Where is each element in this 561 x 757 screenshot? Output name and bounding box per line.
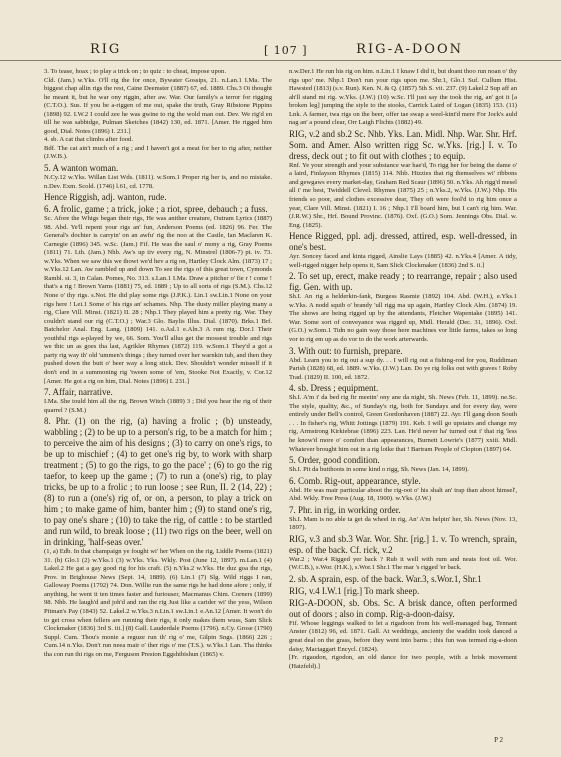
entry-heading: 3. With out: to furnish, prepare. — [289, 345, 403, 356]
entry-heading: 6. Comb. Rig-out, appearance, style. — [289, 475, 421, 486]
entry-heading: 2. To set up, erect, make ready ; to rearrange, repair ; also used fig. Gen. with up. — [289, 271, 517, 293]
citation-text: War.2 ; War.4 Rigged yer back ? Rub it well with rum and neats foot oil. Wor. (W.C.B.), s.Wor. (H.K.), s.Wor.1 Shr.1 The mar 's rigged 'er back. — [289, 555, 517, 572]
entry-heading: Hence Riggish, adj. wanton, rude. — [44, 192, 167, 203]
header-right-word: RIG-A-DOON — [356, 42, 463, 57]
entry-heading: 8. Phr. (1) on the rig, (a) having a frolic ; (b) unsteady, wabbling ; (2) to be up to a person's rig, to be a match for him ; to perceive the aim of his designs ; (3) to carry on one's rigs, to be up to mischief ; (4) to get one's rig by, to work with sharp treatment ; (5) to go the rigs, to go the pace' ; (6) to go the rig taefor, to keep up the game ; (7) to run a (one's) rig, to play tricks, be up to a frolic ; to run loose ; see Run, II. 2 (14, 22) ; (8) to run a (one's) rig of, or on, a person, to play a trick on him ; to make game of him, banter him ; (9) to stand one's rig, to pay one's share ; (10) to take the rig, of cattle : to be startled and run wild, to break loose ; (11) two rigs on the beer, well on in drinking, 'half-seas over.' — [44, 416, 272, 548]
citation-text: N.Cy.12 w.Yks. Willan List Wds. (1811). w.Som.1 Proper rig her is, and no mistake. n.Dev. Exm. Scold. (1746) l.61, cd. 1778. — [44, 174, 272, 190]
entry-heading: RIG-A-DOON, sb. Obs. Sc. A brisk dance, often performed out of doors ; also in comp. Rig-a-doon-daisy. — [289, 597, 517, 619]
entry-heading: 4. sb. Dress ; equipment. — [289, 383, 379, 394]
citation-text: 4. sb. A cat that climbs after food. — [44, 136, 133, 144]
citation-text: Sh.I. An rig a helderkin-fank, Burgess Rasmie (1892) 104. Abd. (W.H.), e.Yks.1 w.Yks. A nodd squib o' brandy 'ull rigg ma up again, Hartley Clock Alm. (1874) 19. The shows are being rigged up by the attendants, Fletcher Wapentake (1895) 141. War. Some sort of conveyance was rigged up, Midl. Herald (Dec. 31, 1896). Oxf. (G.O.) w.Som.1 Tidn no gain way those here machines vor little farms, takes so long vor to rig em up as do vor to do the work arterwards. — [289, 293, 517, 344]
citation-text: Cld. (Jam.) w.Yks. O'll rig the for once, Bywater Gossips, 21. n.Lan.1 I.Ma. The biggest chap allin rigs the rest, Caine Deemster (1887) 67, ed. 1889. Chs.3 Oi thought he meant it, but he war ony riggin, after aw. War. Our family's a terror for rigging (C.T.O.). Sus. If you be a-riggen of me out, spake the truth, Gray Ribstone Pippins (1898) 92. I.W.2 I could zee he was gwine to rig the wold man out. Dev. We rig'd en till he was sabbidge, Pulman Sketches (1842) 130, ed. 1871. [Amer. He rigged him good, Dial. Notes (1896) I. 231.] — [44, 76, 272, 135]
signature-mark: P 2 — [494, 736, 503, 744]
citation-text: (1, a) Edb. In that champaign ye fought wi' her When on the rig, Liddle Poems (1821) 31. (b) Glo.1 (2) w.Yks.1 (3) w.Yks. Yks. Wkly. Post (June 12, 1897). m.Lan.1 (4) Lakel.2 He gat a gay good rig for his craft. (5) n.Yks.2 w.Yks. He duz goa the rigs, Prov. in Brighouse News (Sept. 14, 1889). (6) Lin.1 (7) Slg. Wild riggs I ran, Galloway Poems (1792) 74. Don. Willie run the same rigs he had done afore ; only, if anything, he went it ten times faster and furiouser, Macmanus Chim. Corners (1899) 98. Nhb. He laugh'd and joh'd and ran the rig Just like a carider wi' the yess, Wilson Pitman's Pay (1843) 52. Lakel.2 w.Yks.3 n.Lin.1 sw.Lin.1 e.An.12 [Amer. It won't do to get cross when fellers are running their rigs, it only makes them wuss, Sam Slick Clockmaker (1836) 3rd S. iii.] (8) Gall. Lauderdale Poems (1796). n.Cy. Grose (1790) Suppl. Cum. Thou's monie a reguze run th' rig o' me, Gilpin Sngs. (1866) 226 ; Cum.14 n.Yks. Don't run neea mair o' ther rigs o' me (T.S.). w.Yks.1 Lan. Tha thinks tha con run thi rigs on me, Ferguson Preston Eggshibishun (1865) v. — [44, 548, 272, 658]
page-number: [ 107 ] — [264, 44, 308, 57]
entry-heading: Hence Rigged, ppl. adj. dressed, attired, esp. well-dressed, in one's best. — [289, 231, 517, 253]
entry-heading: RIG, v.3 and sb.3 War. Wor. Shr. [rig.] 1. v. To wrench, sprain, esp. of the back. Cf. rick, v.2 — [289, 533, 517, 555]
citation-text: Abd. He was mair particular aboot the rig-oot o' his shalt an' trap than aboot himsel', Abd. Wkly. Free Press (Aug. 18, 1900). w.Yks. (J.W.) — [289, 486, 517, 503]
citation-text: n.w.Der.1 He run his rig on him. n.Lin.1 I knaw I did it, but doant thoo run noan o' thy rigs upo' me. Nhp.1 Don't run your rigs upon me. Shr.1, Glo.1 Suf. Cullum Hist. Hawsted (1813) (s.v. Run). Ken. N. & Q. (1857) 5th S. vii. 237. (9) Lakel.2 Sup aff an ah'll stand mi rig. w.Yks. (J.W.) (10) w.Sc. I'll just say the took the rig, an' got it [a broken leg] jumping the style to the stooks, Carrick Laird of Logan (1835) 153. (11) Lnk. A farmer, twa rigs on the beer, offer tae swap a weel-kint'd mere For Jock's auld nag an' a pound clear, Orr Laigh Flichts (1882) 49. — [289, 68, 517, 127]
citation-text: I.Ma. She tould him all the rig, Brown Witch (1889) 3 ; Did you hear the rig of their quarrel ? (S.M.) — [44, 398, 272, 414]
citation-text: Sh.I. A'm i' da bed rig fir meetin' ony ane da night, Sh. News (Feb. 11, 1899). ne.Sc. The style, quality, &c., of Sunday's rig, both for Sundays and for every day, were entirely under Bell's control, Green Gordonhaven (1887) 22. Ayr. I'll gang doon South . . . In fisher's rig, Whitt Jottings (1879) 191. Keb. I will go upstairs and change my rig, Armstrong Kirkiebrae (1896) 223. Lan. He'd never ha' turned out i' that rig 'less he know'd more o' comfort than appearances, Burnett Lowrie's (1877) xxiii. Midl. Whatever brought him out in a rig loike that ! Bartram People of Clopton (1897) 64. — [289, 394, 517, 453]
citation-text: Sh.I. Mam is no able ta get da wheel in rig, An' A'm helpin' her, Sh. News (Nov. 13, 1897). — [289, 515, 517, 532]
entry-heading: 5. A wanton woman. — [44, 163, 119, 174]
citation-text: Abd. Learn you to rig out a sup dy. . . I will rig out a fishing-rod for you, Ruddiman Parish (1828) 68, ed. 1889. w.Yks. (J.W.) Lan. Do ye rig folks out with graves ! Roby Trad. (1829) II. 100, ed. 1872. — [289, 356, 517, 381]
entry-heading: 7. Affair, narrative. — [44, 387, 113, 398]
citation-text: Sh.I. Pit da butthoots in some kind o rigg, Sh. News (Jan. 14, 1899). — [289, 466, 469, 474]
citation-text: Bdf. The cat ain't much of a rig ; and I haven't got a meat for her to rig after, neither (J.W.B.). — [44, 144, 272, 161]
citation-text: Fif. Whose leggings walked to let a rigadoon from his well-managed bag, Tennant Anster (1812) 96, ed. 1871. Gall. At weddings, ancienty the waddin took danced a great deal on the grass, before they went into barns ; this fun was termed rig-a-doon daisy, Mactaggart Encycl. (1824). — [289, 619, 517, 653]
header-left-word: RIG — [90, 42, 122, 57]
citation-text: [Fr. rigaudon, rigodon, an old dance for two people, with a brisk movement (Hatzfeld).] — [289, 654, 517, 670]
entry-heading: RIG, v.4 I.W.1 [rig.] To mark sheep. — [289, 585, 420, 596]
entry-heading: RIG, v.2 and sb.2 Sc. Nhb. Yks. Lan. Midl. Nhp. War. Shr. Hrf. Som. and Amer. Also written rigg Sc. w.Yks. [rig.] I. v. To dress, deck out ; to fit out with clothes ; to equip. — [289, 128, 517, 161]
entry-heading: 7. Phr. in rig, in working order. — [289, 504, 401, 515]
citation-text: Ayr. Soncey faced and kinta rigged, Ainslie Lays (1885) 42. n.Yks.4 [Amer. A tidy, well-rigged nigger help opens it, Sam Slick Clockmaker (1836) 2nd S. ii.] — [289, 253, 517, 269]
running-header — [0, 40, 561, 61]
citation-text: Rnf. Ye your strength and your substance war hae'd, To rigg her for being the dame o' a laird, Finlayson Rhymes (1815) 114. Nhb. Hizzies that rig themselves wi' ribbons and gewgaws every market-day, Graham Red Scaur (1896) 50. n.Yks. Ah rigg'd mesel all i' me best, Twiddell Clevel. Rhymes (1875) 25 ; n.Yks.2, w.Yks. (J.W.) Nhp. His friends so poor, and clothes excessive dear, They oft were fool'd to rig him once a year, Clare Vill. Minst. (1821) I. 16 ; Nhp.1 I'll board him, but I can't rig him. War. (J.R.W.) Shr., Hrf. Bound Provinc. (1876). Oxf. (G.O.) Som. Jennings Obs. Dial. w. Eng. (1825). — [289, 161, 517, 229]
citation-text: Sc. Afore the Whigs began their rigs, He was anither creature, Outram Lyrics (1887) 98. Abd. Ye'll repent your rigs an' fun, Anderson Poems (ed. 1826) 96. Fer. The General's dochter is carryin' on an awfu' rig the noo at the Castle, Ian Maclaren K. Carnegie (1896) 345. w.Sc. (Jam.) Fif. He was the saul o' mony a rig, Gray Poems (1811) 71. Lth. (Jam.) Nhb. Aw's up tiv every rig, N. Minstrel (1806-7) pt. iv. 73. w.Yks. When we saw this we thowt we'd hev a rig on, Hartley Clock Alm. (1873) 17 ; w.Yks.12 Lan. Aw rambled up and down To see the rigs of this great town, Cymonds Rambl. st. 3, in Calan. Pomes, No. 313. s.Lan.1 I.Ma. Draw a pitcher o' fie r ! come ! that's a rig ! Brown Yarns (1881) 75, ed. 1889 ; Up to all sorts of rigs (S.M.). Chs.12 None o' thy rigs. s.Not. He did play some rigs (J.P.K.). Lin.1 sw.Lin.1 None on your rigs here ! Lei.1 Some o' his rigs an' schames. Nhp. The dusty miller playing many a rig, Clare Vill. Minst. (1821) II. 28 ; Nhp.1 They played him a pretty rig. War. They couldn't stand our rig (C.T.O.) ; War.3 Glo. Baylis Illus. Dial. (1870). Brks.1 Brf. Batchelor Anal. Eng. Lang. (1809) 141. o.Asl.1 e.Aln.3 A rum rig. Dor.1 Their youthful rigs a-played by we, 66. Som. You'll allus get the mossest trouble and rigs we thic un as goes tha last, Agrikler Rhymes (1872) 119. w.Som.1 They'd a got a party rig way th' old 'ummen's things ; they turned over her warnkin tub, and then they pushed down the butt o' beer way a long stick. Dev. Shouldn't wonder misself if it don't end in a summoning rig 'tween some of 'em, Stooke Not Exactly, v. Cor.12 [Amer. He got a rig on him, Dial. Notes (1896) I. 231.] — [44, 215, 272, 385]
entry-heading: 2. sb. A sprain, esp. of the back. War.3, s.Wor.1, Shr.1 — [289, 573, 482, 584]
left-column — [44, 68, 272, 740]
right-column — [289, 68, 517, 740]
entry-heading: 5. Order, good condition. — [289, 455, 380, 466]
entry-heading: 6. A frolic, game ; a trick, joke ; a riot, spree, debauch ; a fuss. — [44, 204, 268, 215]
citation-text: 3. To tease, hoax ; to play a trick on ; to quiz : to cheat, impose upon. — [44, 68, 226, 75]
